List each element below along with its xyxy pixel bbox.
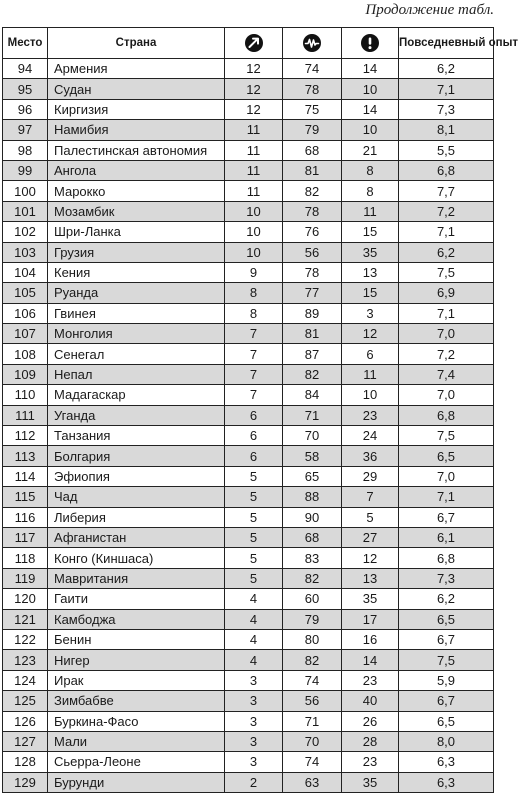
country-cell: Шри-Ланка [48, 222, 225, 242]
table-row [3, 670, 494, 690]
struggling-cell: 81 [283, 324, 342, 344]
rank-cell: 122 [3, 629, 48, 649]
experience-cell: 7,1 [399, 303, 494, 323]
table-row [3, 405, 494, 425]
country-cell: Палестинская автономия [48, 140, 225, 160]
country-cell: Бурунди [48, 772, 225, 792]
rank-cell: 123 [3, 650, 48, 670]
country-cell: Чад [48, 487, 225, 507]
rank-cell: 103 [3, 242, 48, 262]
struggling-cell: 87 [283, 344, 342, 364]
experience-cell: 6,7 [399, 629, 494, 649]
table-row [3, 385, 494, 405]
suffering-cell: 36 [342, 446, 399, 466]
country-cell: Сенегал [48, 344, 225, 364]
thriving-cell: 7 [225, 364, 283, 384]
table-row [3, 650, 494, 670]
suffering-cell: 6 [342, 344, 399, 364]
rank-cell: 116 [3, 507, 48, 527]
rank-cell: 124 [3, 670, 48, 690]
country-cell: Ангола [48, 160, 225, 180]
country-cell: Намибия [48, 120, 225, 140]
table-row [3, 262, 494, 282]
thriving-cell: 10 [225, 242, 283, 262]
table-row [3, 609, 494, 629]
experience-cell: 7,0 [399, 324, 494, 344]
table-row [3, 752, 494, 772]
suffering-cell: 5 [342, 507, 399, 527]
struggling-cell: 89 [283, 303, 342, 323]
rank-cell: 95 [3, 79, 48, 99]
thriving-cell: 9 [225, 262, 283, 282]
rank-cell: 110 [3, 385, 48, 405]
table-row [3, 507, 494, 527]
experience-cell: 6,2 [399, 242, 494, 262]
struggling-cell: 70 [283, 426, 342, 446]
table-row [3, 59, 494, 79]
suffering-cell: 11 [342, 364, 399, 384]
country-cell: Судан [48, 79, 225, 99]
thriving-cell: 12 [225, 99, 283, 119]
struggling-cell: 63 [283, 772, 342, 792]
table-continuation-caption: Продолжение табл. [365, 2, 494, 18]
thriving-cell: 11 [225, 140, 283, 160]
country-cell: Танзания [48, 426, 225, 446]
experience-cell: 6,5 [399, 711, 494, 731]
country-cell: Буркина-Фасо [48, 711, 225, 731]
table-row [3, 283, 494, 303]
rank-cell: 113 [3, 446, 48, 466]
table-body [3, 59, 494, 793]
rank-cell: 112 [3, 426, 48, 446]
thriving-cell: 5 [225, 466, 283, 486]
suffering-cell: 15 [342, 222, 399, 242]
table-row [3, 364, 494, 384]
experience-cell: 7,5 [399, 426, 494, 446]
experience-cell: 5,5 [399, 140, 494, 160]
suffering-cell: 12 [342, 548, 399, 568]
struggling-cell: 90 [283, 507, 342, 527]
suffering-cell: 17 [342, 609, 399, 629]
header-struggling [283, 28, 342, 59]
thriving-cell: 4 [225, 609, 283, 629]
experience-cell: 8,0 [399, 731, 494, 751]
thriving-cell: 3 [225, 711, 283, 731]
country-cell: Либерия [48, 507, 225, 527]
suffering-cell: 35 [342, 589, 399, 609]
table-row [3, 140, 494, 160]
country-cell: Руанда [48, 283, 225, 303]
thriving-cell: 11 [225, 181, 283, 201]
table-row [3, 691, 494, 711]
suffering-cell: 10 [342, 79, 399, 99]
struggling-cell: 65 [283, 466, 342, 486]
experience-cell: 6,7 [399, 691, 494, 711]
table-row [3, 548, 494, 568]
rank-cell: 129 [3, 772, 48, 792]
table-row [3, 324, 494, 344]
struggling-cell: 81 [283, 160, 342, 180]
country-cell: Эфиопия [48, 466, 225, 486]
header-rank: Место [3, 28, 48, 59]
struggling-cell: 58 [283, 446, 342, 466]
struggling-cell: 80 [283, 629, 342, 649]
country-cell: Мозамбик [48, 201, 225, 221]
rank-cell: 101 [3, 201, 48, 221]
table-row [3, 120, 494, 140]
table-row [3, 160, 494, 180]
struggling-cell: 71 [283, 405, 342, 425]
table-row [3, 79, 494, 99]
suffering-cell: 3 [342, 303, 399, 323]
experience-cell: 7,3 [399, 99, 494, 119]
thriving-cell: 6 [225, 426, 283, 446]
experience-cell: 7,2 [399, 201, 494, 221]
country-cell: Киргизия [48, 99, 225, 119]
experience-cell: 6,2 [399, 589, 494, 609]
struggling-cell: 68 [283, 527, 342, 547]
country-cell: Афганистан [48, 527, 225, 547]
struggling-cell: 82 [283, 650, 342, 670]
country-cell: Нигер [48, 650, 225, 670]
struggling-cell: 78 [283, 201, 342, 221]
experience-cell: 6,1 [399, 527, 494, 547]
struggling-cell: 68 [283, 140, 342, 160]
country-cell: Мали [48, 731, 225, 751]
thriving-cell: 5 [225, 568, 283, 588]
country-cell: Гаити [48, 589, 225, 609]
heartbeat-icon [303, 34, 321, 52]
rank-cell: 115 [3, 487, 48, 507]
table-row [3, 181, 494, 201]
thriving-cell: 2 [225, 772, 283, 792]
exclamation-icon [361, 34, 379, 52]
struggling-cell: 88 [283, 487, 342, 507]
table-header-row [3, 28, 494, 59]
table-row [3, 201, 494, 221]
header-country: Страна [48, 28, 225, 59]
experience-cell: 7,1 [399, 487, 494, 507]
experience-cell: 7,7 [399, 181, 494, 201]
suffering-cell: 35 [342, 242, 399, 262]
rank-cell: 104 [3, 262, 48, 282]
thriving-cell: 12 [225, 79, 283, 99]
struggling-cell: 79 [283, 120, 342, 140]
experience-cell: 7,5 [399, 650, 494, 670]
thriving-cell: 7 [225, 344, 283, 364]
struggling-cell: 78 [283, 262, 342, 282]
experience-cell: 7,1 [399, 79, 494, 99]
thriving-cell: 3 [225, 691, 283, 711]
table-row [3, 568, 494, 588]
country-cell: Грузия [48, 242, 225, 262]
country-cell: Мадагаскар [48, 385, 225, 405]
struggling-cell: 56 [283, 242, 342, 262]
struggling-cell: 60 [283, 589, 342, 609]
table-row [3, 242, 494, 262]
experience-cell: 7,2 [399, 344, 494, 364]
suffering-cell: 14 [342, 99, 399, 119]
table-row [3, 303, 494, 323]
struggling-cell: 76 [283, 222, 342, 242]
country-cell: Марокко [48, 181, 225, 201]
rank-cell: 96 [3, 99, 48, 119]
suffering-cell: 28 [342, 731, 399, 751]
country-cell: Конго (Киншаса) [48, 548, 225, 568]
experience-cell: 6,3 [399, 772, 494, 792]
header-suffering [342, 28, 399, 59]
struggling-cell: 82 [283, 568, 342, 588]
rank-cell: 118 [3, 548, 48, 568]
rank-cell: 121 [3, 609, 48, 629]
thriving-cell: 6 [225, 446, 283, 466]
thriving-cell: 7 [225, 385, 283, 405]
struggling-cell: 83 [283, 548, 342, 568]
suffering-cell: 23 [342, 405, 399, 425]
country-cell: Уганда [48, 405, 225, 425]
rank-cell: 97 [3, 120, 48, 140]
table-row [3, 426, 494, 446]
country-cell: Армения [48, 59, 225, 79]
country-cell: Ирак [48, 670, 225, 690]
experience-cell: 7,4 [399, 364, 494, 384]
thriving-cell: 3 [225, 670, 283, 690]
suffering-cell: 40 [342, 691, 399, 711]
header-thriving [225, 28, 283, 59]
suffering-cell: 24 [342, 426, 399, 446]
header-daily-experience: Повседневный опыт [399, 28, 494, 59]
rank-cell: 99 [3, 160, 48, 180]
thriving-cell: 4 [225, 589, 283, 609]
suffering-cell: 29 [342, 466, 399, 486]
rank-cell: 98 [3, 140, 48, 160]
country-cell: Гвинея [48, 303, 225, 323]
table-row [3, 629, 494, 649]
experience-cell: 6,8 [399, 405, 494, 425]
thriving-cell: 8 [225, 283, 283, 303]
thriving-cell: 5 [225, 527, 283, 547]
suffering-cell: 26 [342, 711, 399, 731]
rank-cell: 125 [3, 691, 48, 711]
rank-cell: 100 [3, 181, 48, 201]
rank-cell: 127 [3, 731, 48, 751]
thriving-cell: 11 [225, 120, 283, 140]
trending-up-icon [245, 34, 263, 52]
suffering-cell: 23 [342, 752, 399, 772]
rank-cell: 108 [3, 344, 48, 364]
suffering-cell: 13 [342, 262, 399, 282]
rank-cell: 109 [3, 364, 48, 384]
country-cell: Непал [48, 364, 225, 384]
table-row [3, 772, 494, 792]
struggling-cell: 70 [283, 731, 342, 751]
experience-cell: 7,1 [399, 222, 494, 242]
table-row [3, 589, 494, 609]
struggling-cell: 74 [283, 59, 342, 79]
experience-cell: 7,0 [399, 466, 494, 486]
struggling-cell: 84 [283, 385, 342, 405]
suffering-cell: 27 [342, 527, 399, 547]
rank-cell: 119 [3, 568, 48, 588]
suffering-cell: 13 [342, 568, 399, 588]
country-cell: Бенин [48, 629, 225, 649]
country-cell: Монголия [48, 324, 225, 344]
rank-cell: 111 [3, 405, 48, 425]
suffering-cell: 23 [342, 670, 399, 690]
suffering-cell: 10 [342, 120, 399, 140]
country-cell: Болгария [48, 446, 225, 466]
struggling-cell: 75 [283, 99, 342, 119]
experience-cell: 6,7 [399, 507, 494, 527]
rank-cell: 105 [3, 283, 48, 303]
experience-cell: 6,3 [399, 752, 494, 772]
struggling-cell: 74 [283, 752, 342, 772]
suffering-cell: 14 [342, 59, 399, 79]
struggling-cell: 82 [283, 181, 342, 201]
thriving-cell: 5 [225, 487, 283, 507]
thriving-cell: 10 [225, 201, 283, 221]
suffering-cell: 10 [342, 385, 399, 405]
struggling-cell: 74 [283, 670, 342, 690]
table-row [3, 487, 494, 507]
experience-cell: 6,8 [399, 160, 494, 180]
rank-cell: 106 [3, 303, 48, 323]
thriving-cell: 8 [225, 303, 283, 323]
experience-cell: 6,9 [399, 283, 494, 303]
rank-cell: 114 [3, 466, 48, 486]
rank-cell: 102 [3, 222, 48, 242]
experience-cell: 7,3 [399, 568, 494, 588]
table-row [3, 446, 494, 466]
rank-cell: 94 [3, 59, 48, 79]
thriving-cell: 4 [225, 629, 283, 649]
suffering-cell: 35 [342, 772, 399, 792]
suffering-cell: 16 [342, 629, 399, 649]
country-cell: Камбоджа [48, 609, 225, 629]
table-row [3, 222, 494, 242]
experience-cell: 6,5 [399, 446, 494, 466]
table-row [3, 344, 494, 364]
rank-cell: 107 [3, 324, 48, 344]
table-row [3, 731, 494, 751]
experience-cell: 8,1 [399, 120, 494, 140]
suffering-cell: 12 [342, 324, 399, 344]
table-row [3, 466, 494, 486]
country-cell: Кения [48, 262, 225, 282]
thriving-cell: 5 [225, 548, 283, 568]
rank-cell: 120 [3, 589, 48, 609]
thriving-cell: 12 [225, 59, 283, 79]
suffering-cell: 8 [342, 160, 399, 180]
country-ranking-table [2, 27, 518, 793]
experience-cell: 6,2 [399, 59, 494, 79]
experience-cell: 5,9 [399, 670, 494, 690]
table-row [3, 99, 494, 119]
experience-cell: 6,8 [399, 548, 494, 568]
rank-cell: 128 [3, 752, 48, 772]
thriving-cell: 10 [225, 222, 283, 242]
thriving-cell: 5 [225, 507, 283, 527]
suffering-cell: 15 [342, 283, 399, 303]
rank-cell: 126 [3, 711, 48, 731]
suffering-cell: 14 [342, 650, 399, 670]
table-row [3, 711, 494, 731]
thriving-cell: 3 [225, 731, 283, 751]
suffering-cell: 11 [342, 201, 399, 221]
experience-cell: 6,5 [399, 609, 494, 629]
table-row [3, 527, 494, 547]
experience-cell: 7,5 [399, 262, 494, 282]
thriving-cell: 6 [225, 405, 283, 425]
thriving-cell: 7 [225, 324, 283, 344]
country-cell: Сьерра-Леоне [48, 752, 225, 772]
country-cell: Зимбабве [48, 691, 225, 711]
rank-cell: 117 [3, 527, 48, 547]
suffering-cell: 7 [342, 487, 399, 507]
struggling-cell: 78 [283, 79, 342, 99]
thriving-cell: 4 [225, 650, 283, 670]
thriving-cell: 11 [225, 160, 283, 180]
struggling-cell: 82 [283, 364, 342, 384]
struggling-cell: 79 [283, 609, 342, 629]
experience-cell: 7,0 [399, 385, 494, 405]
suffering-cell: 21 [342, 140, 399, 160]
struggling-cell: 71 [283, 711, 342, 731]
thriving-cell: 3 [225, 752, 283, 772]
country-cell: Мавритания [48, 568, 225, 588]
suffering-cell: 8 [342, 181, 399, 201]
struggling-cell: 56 [283, 691, 342, 711]
struggling-cell: 77 [283, 283, 342, 303]
